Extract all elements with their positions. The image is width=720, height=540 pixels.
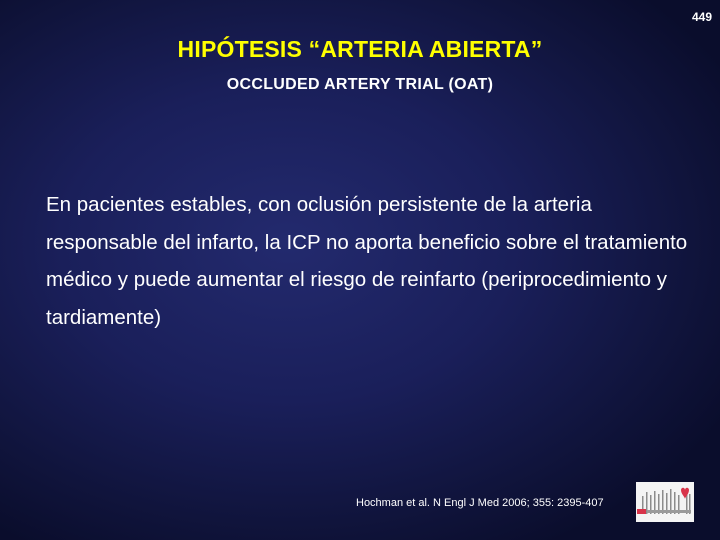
logo-graphic <box>636 482 694 522</box>
slide-title: HIPÓTESIS “ARTERIA ABIERTA” <box>177 36 543 62</box>
slide-subtitle: OCCLUDED ARTERY TRIAL (OAT) <box>226 76 494 93</box>
slide-number: 449 <box>691 10 712 24</box>
journal-logo <box>636 482 694 522</box>
body-paragraph: En pacientes estables, con oclusión persistente de la arteria responsable del infarto, la ICP no aporta beneficio sobre el tratamiento médico y puede aumentar el riesgo de reinfarto (periprocedimiento y tardiamente) <box>46 193 688 329</box>
reference-citation: Hochman et al. N Engl J Med 2006; 355: 2395-407 <box>356 497 604 509</box>
